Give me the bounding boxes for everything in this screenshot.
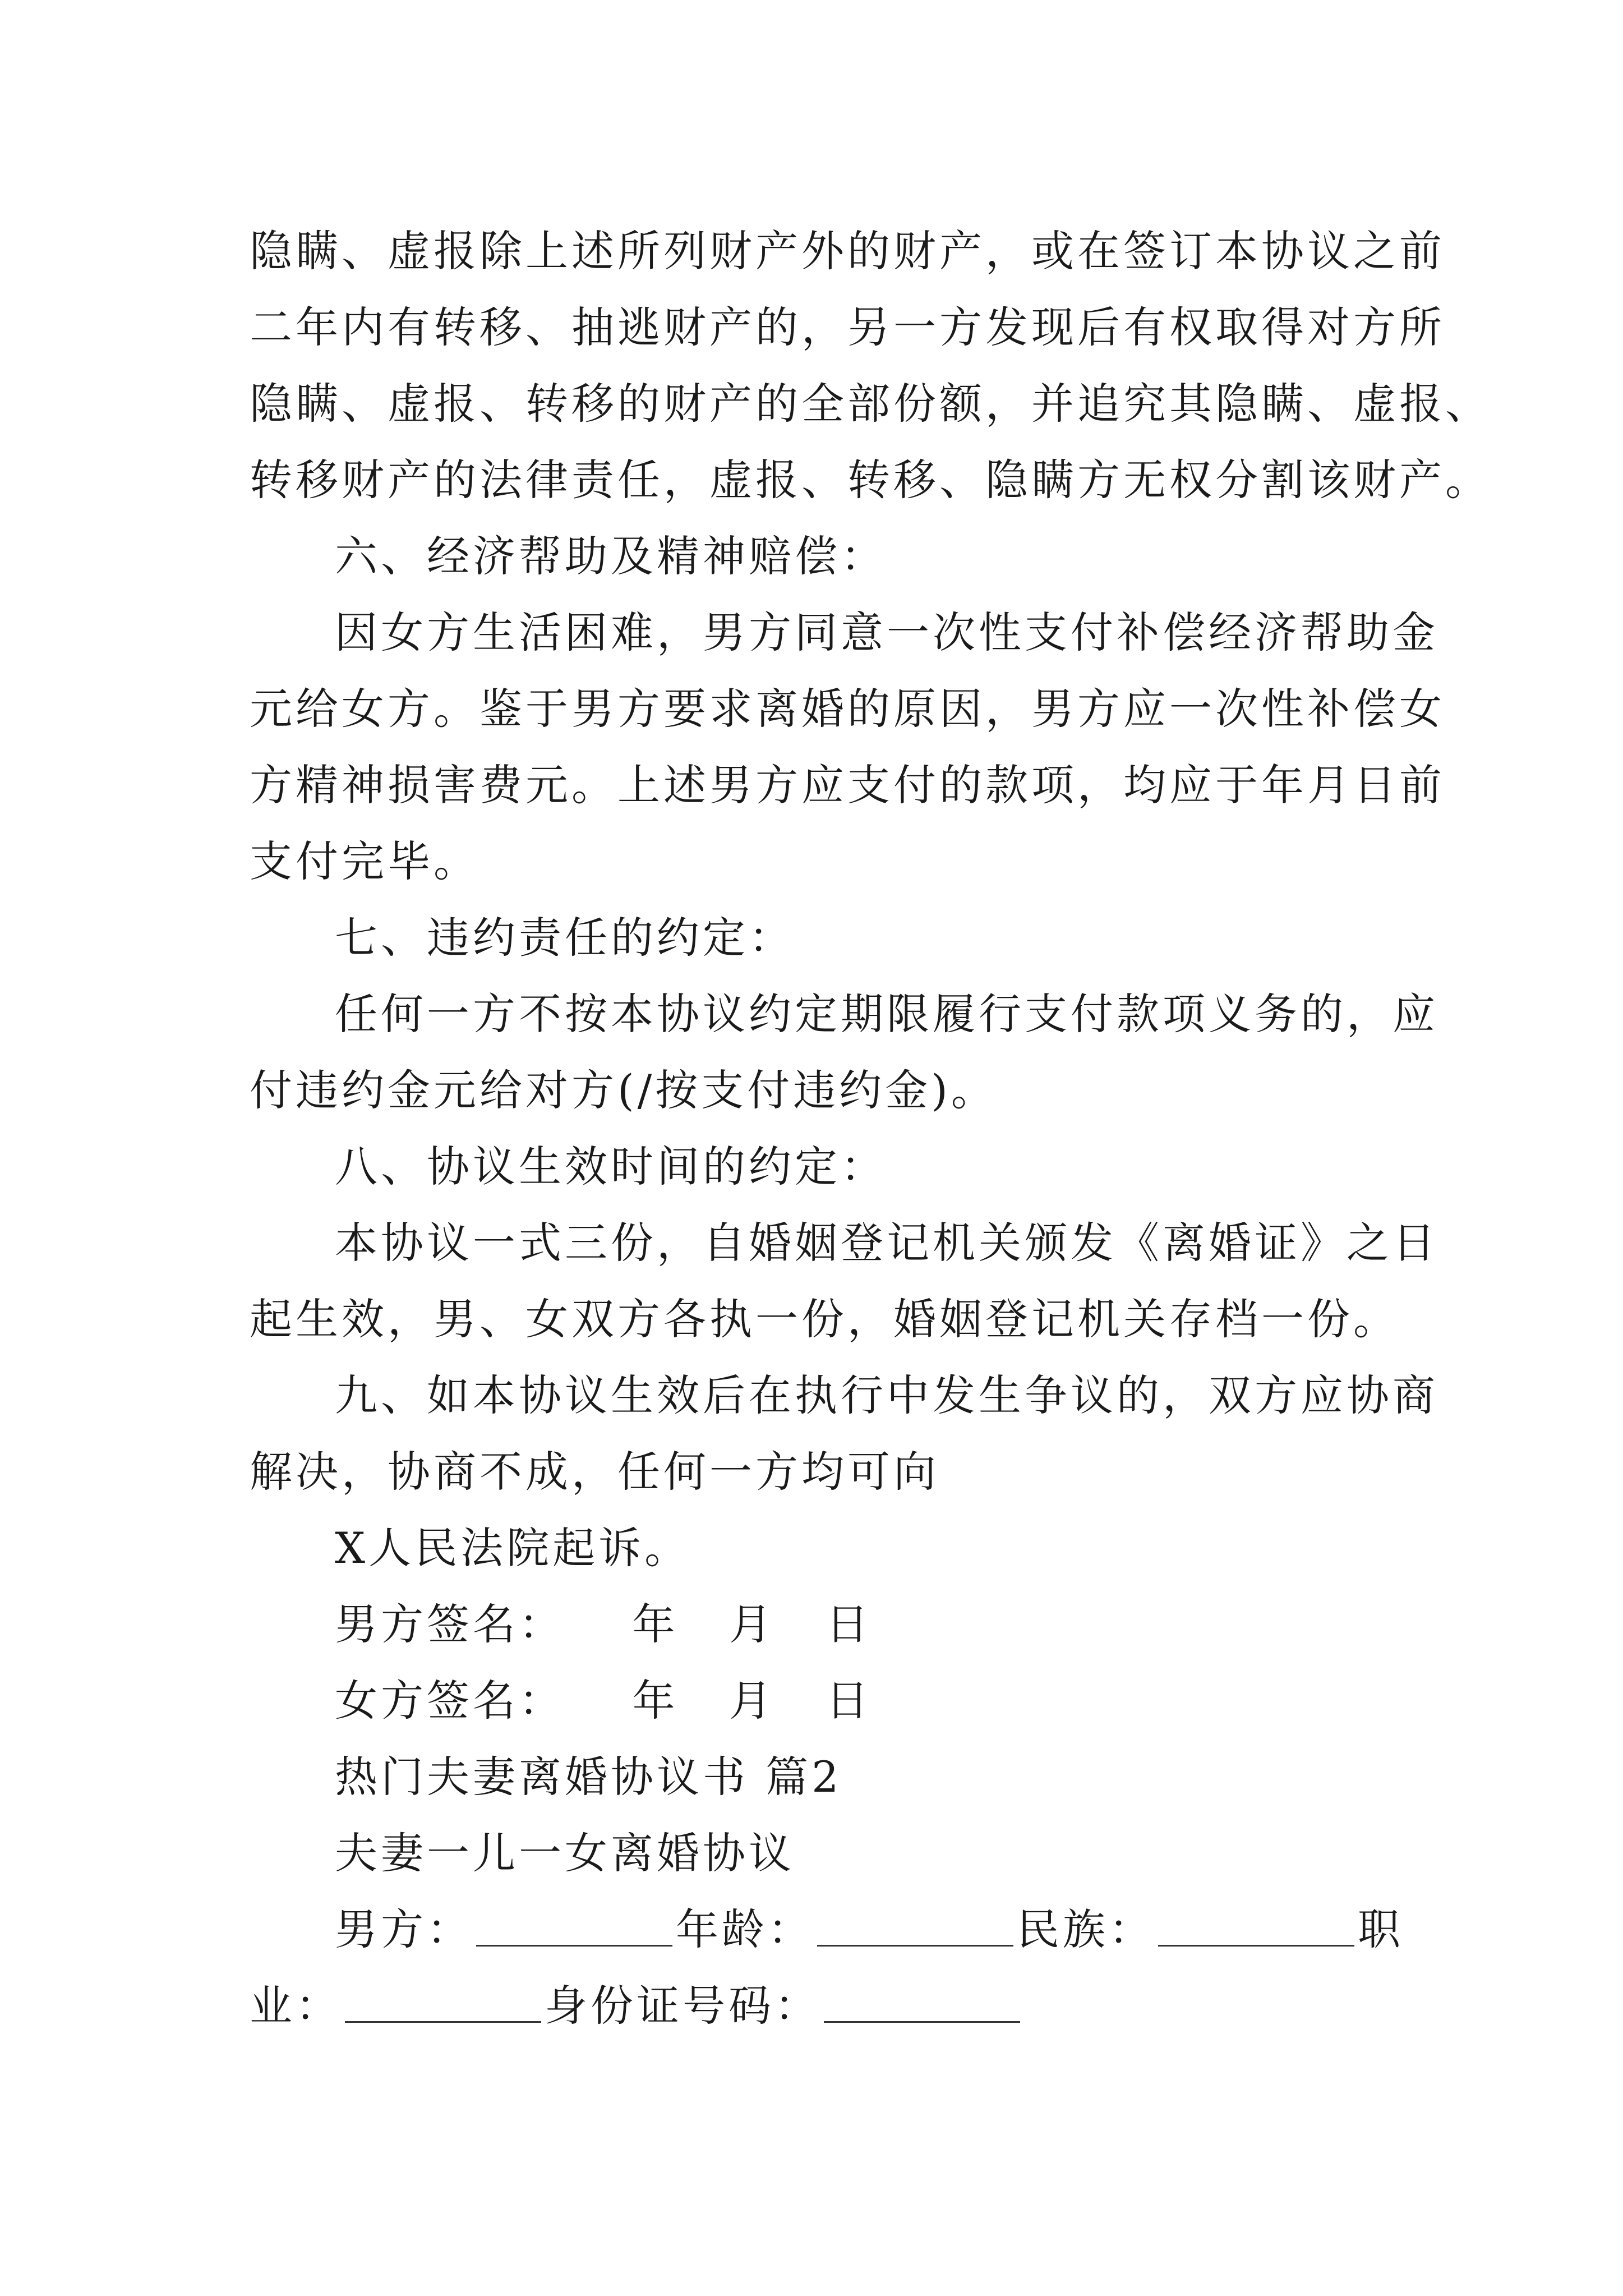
text-line: 起生效，男、女双方各执一份，婚姻登记机关存档一份。 <box>250 1294 1399 1344</box>
text-line: 隐瞒、虚报、转移的财产的全部份额，并追究其隐瞒、虚报、 <box>250 379 1491 429</box>
ethnic-label: 民族： <box>1017 1904 1155 1954</box>
text-line: 任何一方不按本协议约定期限履行支付款项义务的，应 <box>335 989 1438 1039</box>
section-heading: 八、协议生效时间的约定： <box>335 1142 887 1191</box>
form-line-1 <box>250 1892 1404 1968</box>
text-line: 付违约金元给对方(/按支付违约金)。 <box>250 1065 997 1115</box>
section-title: 热门夫妻离婚协议书 篇2 <box>335 1752 842 1802</box>
section-heading: 六、经济帮助及精神赔偿： <box>335 531 887 581</box>
text-line: 方精神损害费元。上述男方应支付的款项，均应于年月日前 <box>250 760 1445 810</box>
text-line: 本协议一式三份，自婚姻登记机关颁发《离婚证》之日 <box>335 1218 1438 1268</box>
text-line: 转移财产的法律责任，虚报、转移、隐瞒方无权分割该财产。 <box>250 455 1491 505</box>
male-label: 男方： <box>335 1904 473 1954</box>
id-blank[interactable] <box>824 1982 1020 2023</box>
job-label-part2: 业： <box>250 1981 342 2031</box>
male-signature-line: 男方签名： 年 月 日 <box>335 1599 872 1649</box>
text-line: 元给女方。鉴于男方要求离婚的原因，男方应一次性补偿女 <box>250 684 1445 734</box>
job-blank[interactable] <box>345 1982 541 2023</box>
age-blank[interactable] <box>817 1906 1013 1947</box>
form-line-2 <box>250 1968 1382 2044</box>
age-label: 年龄： <box>676 1904 814 1954</box>
text-line: 因女方生活困难，男方同意一次性支付补偿经济帮助金 <box>335 608 1438 657</box>
job-label-part1: 职 <box>1358 1904 1404 1954</box>
text-line: 支付完毕。 <box>250 836 479 886</box>
agreement-title: 夫妻一儿一女离婚协议 <box>335 1828 795 1878</box>
text-line: X人民法院起诉。 <box>335 1523 691 1573</box>
female-signature-line: 女方签名： 年 月 日 <box>335 1676 872 1726</box>
ethnic-blank[interactable] <box>1158 1906 1354 1947</box>
section-heading: 七、违约责任的约定： <box>335 913 795 963</box>
text-line: 九、如本协议生效后在执行中发生争议的，双方应协商 <box>335 1370 1438 1420</box>
text-line: 解决，协商不成，任何一方均可向 <box>250 1447 939 1497</box>
male-name-blank[interactable] <box>476 1906 672 1947</box>
text-line: 二年内有转移、抽逃财产的，另一方发现后有权取得对方所 <box>250 302 1445 352</box>
document-body <box>250 213 1491 2044</box>
text-line: 隐瞒、虚报除上述所列财产外的财产，或在签订本协议之前 <box>250 226 1445 276</box>
id-label: 身份证号码： <box>545 1981 820 2031</box>
